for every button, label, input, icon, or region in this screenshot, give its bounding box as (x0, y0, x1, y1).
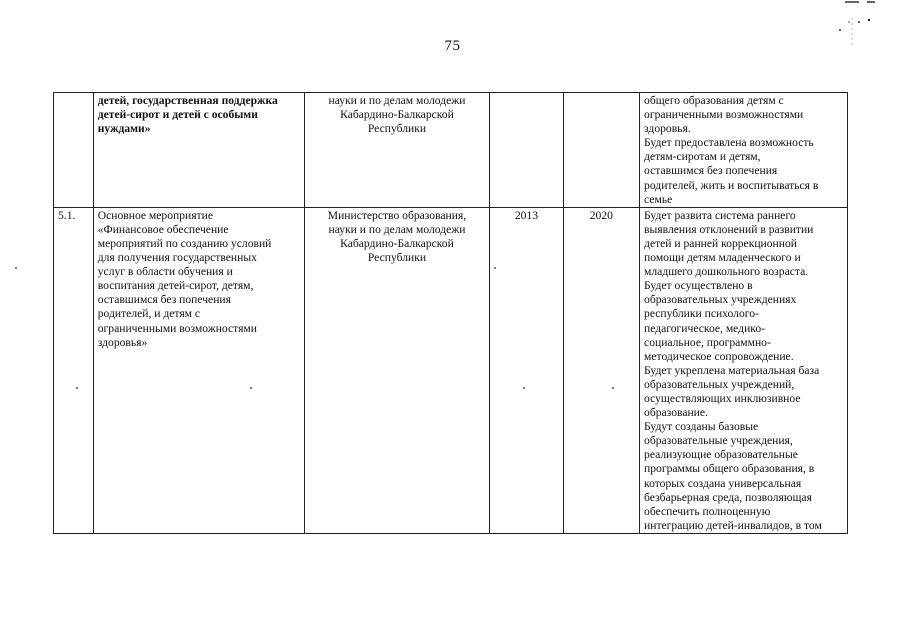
cell-text-line: Будет укреплена материальная база (644, 363, 820, 377)
cell-text-line: образование. (644, 406, 708, 420)
page-number: 75 (444, 38, 461, 54)
scan-artifact-marks (825, 0, 905, 70)
cell-activity-title (93, 207, 304, 533)
cell-text-line: 2020 (589, 208, 613, 222)
cell-text-line: для получения государственных (97, 251, 257, 265)
cell-text-line: безбарьерная среда, позволяющая (644, 490, 812, 504)
cell-text-line: детей, государственная поддержка (97, 94, 278, 107)
table-body (54, 93, 848, 534)
cell-text-line: услуг в области обучения и (97, 265, 233, 279)
cell-text-line: педагогическое, медико- (644, 321, 765, 335)
cell-responsible (304, 207, 490, 533)
cell-text-line: осуществляющих инклюзивное (644, 391, 801, 405)
cell-text-line: детям-сиротам и детям, (644, 150, 761, 164)
cell-number (54, 207, 94, 533)
cell-text-line: Республики (367, 122, 427, 136)
cell-text-line: социальное, программно- (644, 335, 771, 349)
cell-text-line: науки и по делам молодежи (328, 222, 466, 236)
cell-text-line: 5.1. (58, 208, 76, 222)
cell-text-line: родителей, и детям с (97, 307, 201, 321)
table-row (54, 93, 848, 208)
cell-expected-result (640, 207, 848, 533)
cell-text-line: мероприятий по созданию условий (97, 236, 272, 250)
cell-end-year (563, 93, 639, 208)
cell-expected-result (640, 93, 848, 208)
cell-text-line: Будет осуществлено в (644, 279, 753, 293)
table-row (54, 207, 848, 533)
cell-text-line: методическое сопровождение. (644, 349, 794, 363)
cell-text-line: детей-сирот и детей с особыми (97, 108, 258, 122)
cell-text-line: интеграцию детей-инвалидов, в том (644, 518, 822, 532)
cell-text-line: 2013 (514, 208, 539, 222)
cell-text-line: ограниченными возможностями (644, 108, 804, 122)
cell-text-line: Кабардино-Балкарской (340, 236, 454, 250)
cell-text-line: республики психолого- (644, 307, 759, 321)
cell-number (54, 93, 94, 208)
cell-text-line: обеспечить полноценную (644, 504, 771, 518)
cell-start-year (490, 207, 563, 533)
cell-activity-title (93, 93, 304, 208)
cell-text-line: общего образования детям с (644, 94, 784, 107)
scan-speck (15, 267, 17, 269)
cell-text-line: Министерство образования, (327, 208, 467, 222)
cell-responsible (304, 93, 490, 208)
cell-text-line: оставшимся без попечения (97, 293, 231, 307)
cell-text-line: Будет развита система раннего (644, 208, 796, 222)
cell-text-line: родителей, жить и воспитываться в (644, 178, 819, 192)
cell-text-line: детей и ранней коррекционной (644, 236, 797, 250)
cell-text-line: нуждами» (97, 122, 151, 136)
cell-text-line: науки и по делам молодежи (328, 94, 466, 107)
cell-end-year (563, 207, 639, 533)
cell-text-line: Будет предоставлена возможность (644, 136, 814, 150)
cell-text-line: которых создана универсальная (644, 476, 802, 490)
cell-start-year (490, 93, 563, 208)
cell-text-line: младшего дошкольного возраста. (644, 265, 809, 279)
cell-text-line: образовательных учреждениях (644, 293, 797, 307)
cell-text-line: реализующие образовательные (644, 448, 798, 462)
cell-text-line: образовательные учреждения, (644, 434, 793, 448)
cell-text-line: выявления отклонений в развитии (644, 222, 814, 236)
cell-text-line: образовательных учреждений, (644, 377, 795, 391)
cell-text-line: воспитания детей-сирот, детям, (97, 279, 254, 293)
cell-text-line: Кабардино-Балкарской (340, 108, 454, 122)
cell-text-line: здоровья» (97, 335, 148, 349)
cell-text-line: Основное мероприятие (97, 208, 213, 222)
cell-text-line: Республики (367, 251, 427, 265)
cell-text-line: оставшимся без попечения (644, 164, 778, 178)
cell-text-line: Будут созданы базовые (644, 420, 759, 434)
cell-text-line: ограниченными возможностями (97, 321, 257, 335)
cell-text-line: семье (644, 192, 673, 206)
program-table (53, 92, 848, 534)
cell-text-line: программы общего образования, в (644, 462, 815, 476)
cell-text-line: помощи детям младенческого и (644, 251, 801, 265)
cell-text-line: здоровья. (644, 122, 691, 136)
cell-text-line: «Финансовое обеспечение (97, 222, 229, 236)
